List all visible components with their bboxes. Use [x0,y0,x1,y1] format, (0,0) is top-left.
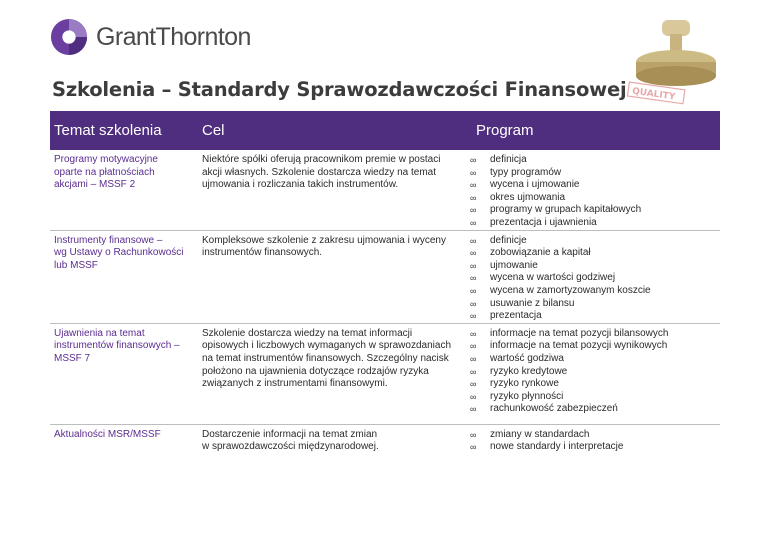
program-list-item [460,235,720,248]
program-list-item [460,310,720,323]
goal-cell-line: Dostarczenie informacji na temat zmian [202,428,378,440]
topic-cell-line: Instrumenty finansowe – [54,234,163,246]
topic-cell-line: lub MSSF [54,259,98,271]
program-cell [460,230,720,323]
program-list-item [460,366,720,379]
logo-text: GrantThornton [96,22,251,51]
program-list-item [460,298,720,311]
goal-cell-line: związanych z instrumentami finansowymi. [202,378,388,390]
program-item-text: rachunkowość zabezpieczeń [490,403,618,415]
program-item-text: wycena w zamortyzowanym koszcie [490,284,651,296]
goal-cell-line: Szkolenie dostarcza wiedzy na temat informacji [202,327,413,339]
bullet-icon: ∞ [470,391,477,402]
program-item-text: informacje na temat pozycji bilansowych [490,327,669,339]
program-item-text: wycena i ujmowanie [490,179,580,191]
program-list-item [460,154,720,167]
program-list-item [460,272,720,285]
program-list-item [460,441,720,454]
topic-cell [50,424,198,455]
bullet-icon: ∞ [470,248,477,259]
bullet-icon: ∞ [470,192,477,203]
table-row [50,323,720,424]
topic-cell-line: MSSF 7 [54,352,91,364]
goal-cell-line: na temat instrumentów finansowych. Szczególny nacisk [202,352,449,364]
topic-cell [50,150,198,230]
program-list-item [460,429,720,442]
program-item-text: prezentacja i ujawnienia [490,216,597,228]
program-item-text: ryzyko płynności [490,390,564,402]
bullet-icon: ∞ [470,341,477,352]
program-cell [460,150,720,230]
training-table [50,111,720,455]
program-list [460,154,720,230]
program-list [460,429,720,454]
topic-cell-line: oparte na płatnościach [54,166,155,178]
program-cell [460,323,720,424]
goal-cell-line: instrumentów finansowych. [202,247,323,259]
bullet-icon: ∞ [470,404,477,415]
bullet-icon: ∞ [470,205,477,216]
bullet-icon: ∞ [470,366,477,377]
topic-cell-line: Programy motywacyjne [54,154,158,165]
program-item-text: okres ujmowania [490,191,566,203]
bullet-icon: ∞ [470,155,477,165]
goal-cell-line: Kompleksowe szkolenie z zakresu ujmowania i wyceny [202,234,446,246]
topic-cell-line: Aktualności MSR/MSSF [54,428,161,440]
goal-cell [198,323,460,424]
table-row [50,424,720,455]
bullet-icon: ∞ [470,285,477,296]
program-list-item [460,167,720,180]
program-item-text: typy programów [490,166,562,178]
quality-stamp-icon [618,18,738,108]
program-list-item [460,179,720,192]
goal-cell [198,230,460,323]
bullet-icon: ∞ [470,180,477,191]
bullet-icon: ∞ [470,379,477,390]
program-list-item [460,353,720,366]
program-item-text: usuwanie z bilansu [490,297,575,309]
page-title: Szkolenia – Standardy Sprawozdawczości Finansowej [52,78,627,101]
program-item-text: definicje [490,234,527,246]
program-item-text: ujmowanie [490,259,538,271]
bullet-icon: ∞ [470,328,477,339]
table-row [50,230,720,323]
goal-cell [198,150,460,230]
goal-cell-line: Niektóre spółki oferują pracownikom premie w postaci [202,154,441,165]
goal-cell-line: opisowych i liczbowych wymaganych w sprawozdaniach [202,340,451,352]
goal-cell-line: położono na ujawnienia dotyczące rodzajów ryzyka [202,365,429,377]
stamp-text: QUALITY [631,86,676,103]
program-list-item [460,391,720,404]
program-item-text: nowe standardy i interpretacje [490,441,624,453]
grant-thornton-logo-icon [50,18,88,56]
program-list-item [460,260,720,273]
bullet-icon: ∞ [470,298,477,309]
goal-cell-line: w sprawozdawczości międzynarodowej. [202,441,379,453]
program-item-text: programy w grupach kapitałowych [490,204,642,216]
bullet-icon: ∞ [470,260,477,271]
grant-thornton-logo [50,18,251,56]
program-list-item [460,328,720,341]
topic-cell [50,230,198,323]
header-topic: Temat szkolenia [50,111,198,150]
program-list-item [460,217,720,230]
program-item-text: informacje na temat pozycji wynikowych [490,340,668,352]
table-row [50,150,720,230]
bullet-icon: ∞ [470,273,477,284]
program-cell [460,424,720,455]
header-program: Program [460,111,720,150]
program-list-item [460,403,720,416]
topic-cell-line: instrumentów finansowych – [54,340,180,352]
bullet-icon: ∞ [470,167,477,178]
topic-cell-line: akcjami – MSSF 2 [54,179,136,191]
program-list [460,235,720,323]
bullet-icon: ∞ [470,442,477,453]
program-item-text: prezentacja [490,310,542,322]
program-list-item [460,192,720,205]
goal-cell [198,424,460,455]
header-goal: Cel [198,111,460,150]
program-list-item [460,204,720,217]
bullet-icon: ∞ [470,311,477,322]
program-item-text: wartość godziwa [490,352,564,364]
program-item-text: ryzyko kredytowe [490,365,568,377]
program-list-item [460,378,720,391]
bullet-icon: ∞ [470,429,477,440]
bullet-icon: ∞ [470,217,477,228]
program-list-item [460,340,720,353]
goal-cell-line: ujmowania i rozliczania takich instrumentów. [202,179,399,191]
program-item-text: zobowiązanie a kapitał [490,247,591,259]
table-header-row [50,111,720,150]
goal-cell-line: akcji własnych. Szkolenie dostarcza wiedzy na temat [202,166,436,178]
topic-cell [50,323,198,424]
program-item-text: ryzyko rynkowe [490,378,559,390]
program-item-text: definicja [490,154,527,165]
topic-cell-line: Ujawnienia na temat [54,327,145,339]
topic-cell-line: wg Ustawy o Rachunkowości [54,247,184,259]
bullet-icon: ∞ [470,353,477,364]
program-item-text: zmiany w standardach [490,428,590,440]
program-list-item [460,285,720,298]
program-list [460,328,720,416]
bullet-icon: ∞ [470,235,477,246]
program-item-text: wycena w wartości godziwej [490,272,616,284]
program-list-item [460,247,720,260]
